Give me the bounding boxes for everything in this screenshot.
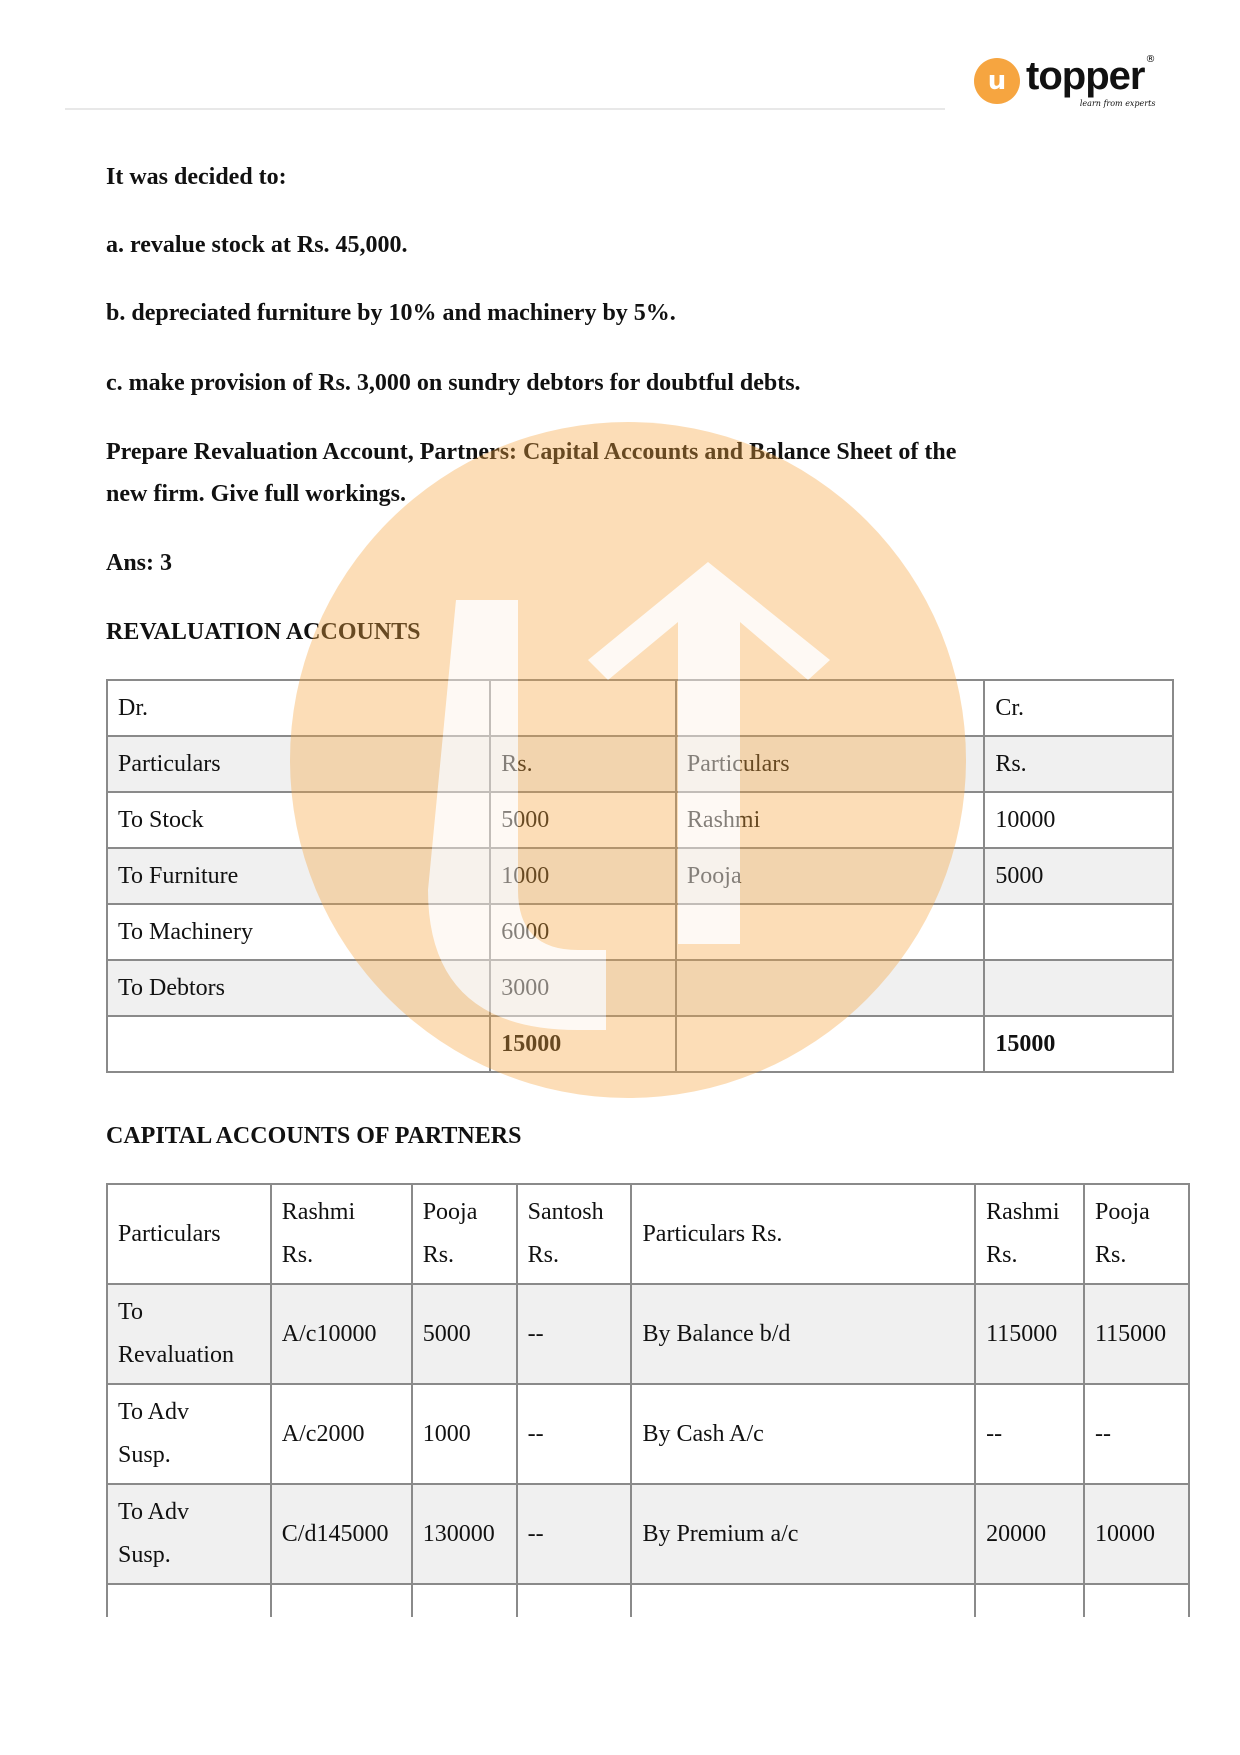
- cell-text: To Adv: [118, 1499, 189, 1525]
- table-row: [107, 1384, 1189, 1484]
- table-row: [107, 1016, 1173, 1072]
- table-cell: 5000: [490, 792, 676, 848]
- table-cell: Rs.: [490, 736, 676, 792]
- prompt-line-2: new firm. Give full workings.: [106, 481, 406, 507]
- table-cell: [975, 1284, 1084, 1384]
- cell-text: Particulars: [118, 1220, 221, 1247]
- cell-text: 5000: [422, 1320, 471, 1347]
- table-cell: To Machinery: [107, 904, 490, 960]
- table-row: [107, 792, 1173, 848]
- capital-title: CAPITAL ACCOUNTS OF PARTNERS: [106, 1123, 522, 1149]
- table-cell: [631, 1584, 975, 1617]
- logo-word-line: [1026, 54, 1155, 98]
- logo-wordmark: topper: [1026, 54, 1145, 98]
- table-cell: [412, 1384, 517, 1484]
- table-cell: [517, 1384, 632, 1484]
- table-cell: 3000: [490, 960, 676, 1016]
- cell-text: 115000: [1095, 1320, 1167, 1347]
- table-cell: [1084, 1284, 1189, 1384]
- table-cell: 10000: [984, 792, 1173, 848]
- answer-label: Ans: 3: [106, 550, 173, 576]
- table-cell: 5000: [984, 848, 1173, 904]
- table-cell: [412, 1184, 517, 1284]
- cell-text: 1000: [422, 1420, 471, 1447]
- revaluation-table: [106, 679, 1174, 1073]
- topper-logo: [974, 54, 1155, 109]
- cell-text: By Cash A/c: [642, 1420, 764, 1447]
- cell-text: 20000: [986, 1520, 1047, 1547]
- table-cell: [975, 1384, 1084, 1484]
- table-cell: [490, 680, 676, 736]
- table-cell: [271, 1484, 412, 1584]
- capital-accounts-table: [106, 1183, 1190, 1617]
- table-cell: [1084, 1584, 1189, 1617]
- cell-text: 10000: [1095, 1520, 1156, 1547]
- table-cell: Particulars: [107, 736, 490, 792]
- table-cell: To Stock: [107, 792, 490, 848]
- table-cell: To Debtors: [107, 960, 490, 1016]
- table-cell: 1000: [490, 848, 676, 904]
- table-cell: [984, 904, 1173, 960]
- table-row: [107, 1184, 1189, 1284]
- intro-text: It was decided to:: [106, 164, 287, 190]
- cell-text: By Balance b/d: [642, 1320, 791, 1347]
- table-cell: [517, 1584, 632, 1617]
- cell-text: --: [1095, 1420, 1112, 1447]
- table-cell: 15000: [490, 1016, 676, 1072]
- cell-text: C/d145000: [281, 1520, 389, 1547]
- registered-mark: ®: [1145, 54, 1156, 65]
- cell-text: Particulars Rs.: [642, 1220, 783, 1247]
- cell-text: A/c2000: [281, 1420, 365, 1447]
- cell-text: Susp.: [118, 1542, 171, 1568]
- table-cell: [676, 1016, 984, 1072]
- cell-text: Rs.: [1095, 1242, 1127, 1268]
- cell-text: Rs.: [281, 1242, 314, 1268]
- cell-text: Santosh: [527, 1199, 604, 1225]
- cell-text: To: [118, 1299, 143, 1325]
- cell-text: To Adv: [118, 1399, 189, 1425]
- table-cell: [1084, 1184, 1189, 1284]
- table-cell: Rs.: [984, 736, 1173, 792]
- table-cell: [412, 1484, 517, 1584]
- table-cell: [271, 1384, 412, 1484]
- table-cell: [676, 960, 984, 1016]
- cell-text: 130000: [422, 1520, 495, 1547]
- cell-text: Revaluation: [118, 1342, 234, 1368]
- header-divider: [65, 108, 945, 110]
- point-a: a. revalue stock at Rs. 45,000.: [106, 232, 408, 258]
- cell-text: --: [527, 1320, 544, 1347]
- table-cell: 6000: [490, 904, 676, 960]
- cell-text: Susp.: [118, 1442, 171, 1468]
- cell-text: Pooja: [422, 1199, 478, 1225]
- table-cell: Dr.: [107, 680, 490, 736]
- table-cell: [1084, 1384, 1189, 1484]
- table-cell: [412, 1284, 517, 1384]
- logo-text-group: [1026, 54, 1155, 109]
- cell-text: --: [986, 1420, 1003, 1447]
- logo-icon: u: [974, 58, 1020, 104]
- table-row: [107, 736, 1173, 792]
- point-c: c. make provision of Rs. 3,000 on sundry debtors for doubtful debts.: [106, 370, 801, 396]
- table-cell: [975, 1484, 1084, 1584]
- table-row: [107, 680, 1173, 736]
- cell-text: --: [527, 1420, 544, 1447]
- cell-text: Rs.: [527, 1242, 559, 1268]
- table-cell: [107, 1584, 271, 1617]
- table-cell: [107, 1484, 271, 1584]
- cell-text: A/c10000: [281, 1320, 377, 1347]
- prompt-line-1: Prepare Revaluation Account, Partners: Capital Accounts and Balance Sheet of the: [106, 439, 957, 465]
- table-cell: Cr.: [984, 680, 1173, 736]
- cell-text: Rashmi: [986, 1199, 1060, 1225]
- table-cell: [107, 1384, 271, 1484]
- table-cell: [631, 1184, 975, 1284]
- cell-text: Rs.: [422, 1242, 455, 1268]
- cell-text: By Premium a/c: [642, 1520, 799, 1547]
- cell-text: Rashmi: [281, 1199, 356, 1225]
- table-cell: [676, 680, 984, 736]
- table-cell: [517, 1484, 632, 1584]
- table-cell: [107, 1284, 271, 1384]
- table-cell: Particulars: [676, 736, 984, 792]
- table-cell: Pooja: [676, 848, 984, 904]
- table-cell: [107, 1184, 271, 1284]
- table-cell: [984, 960, 1173, 1016]
- table-row: [107, 1284, 1189, 1384]
- table-cell: [412, 1584, 517, 1617]
- table-cell: 15000: [984, 1016, 1173, 1072]
- table-cell: [517, 1284, 632, 1384]
- table-cell: [271, 1184, 412, 1284]
- revaluation-title: REVALUATION ACCOUNTS: [106, 619, 421, 645]
- table-cell: [676, 904, 984, 960]
- table-row: [107, 1584, 1189, 1617]
- table-cell: [631, 1484, 975, 1584]
- table-cell: Rashmi: [676, 792, 984, 848]
- table-cell: [631, 1384, 975, 1484]
- table-cell: [1084, 1484, 1189, 1584]
- table-cell: [107, 1016, 490, 1072]
- table-cell: [271, 1584, 412, 1617]
- table-cell: [975, 1584, 1084, 1617]
- table-cell: To Furniture: [107, 848, 490, 904]
- table-row: [107, 960, 1173, 1016]
- cell-text: Rs.: [986, 1242, 1018, 1268]
- table-cell: [975, 1184, 1084, 1284]
- table-cell: [271, 1284, 412, 1384]
- logo-tagline: learn from experts: [1079, 99, 1156, 108]
- table-cell: [631, 1284, 975, 1384]
- table-row: [107, 848, 1173, 904]
- cell-text: --: [527, 1520, 544, 1547]
- point-b: b. depreciated furniture by 10% and machinery by 5%.: [106, 300, 676, 326]
- cell-text: Pooja: [1095, 1199, 1150, 1225]
- cell-text: 115000: [986, 1320, 1058, 1347]
- table-cell: [517, 1184, 632, 1284]
- table-row: [107, 904, 1173, 960]
- table-row: [107, 1484, 1189, 1584]
